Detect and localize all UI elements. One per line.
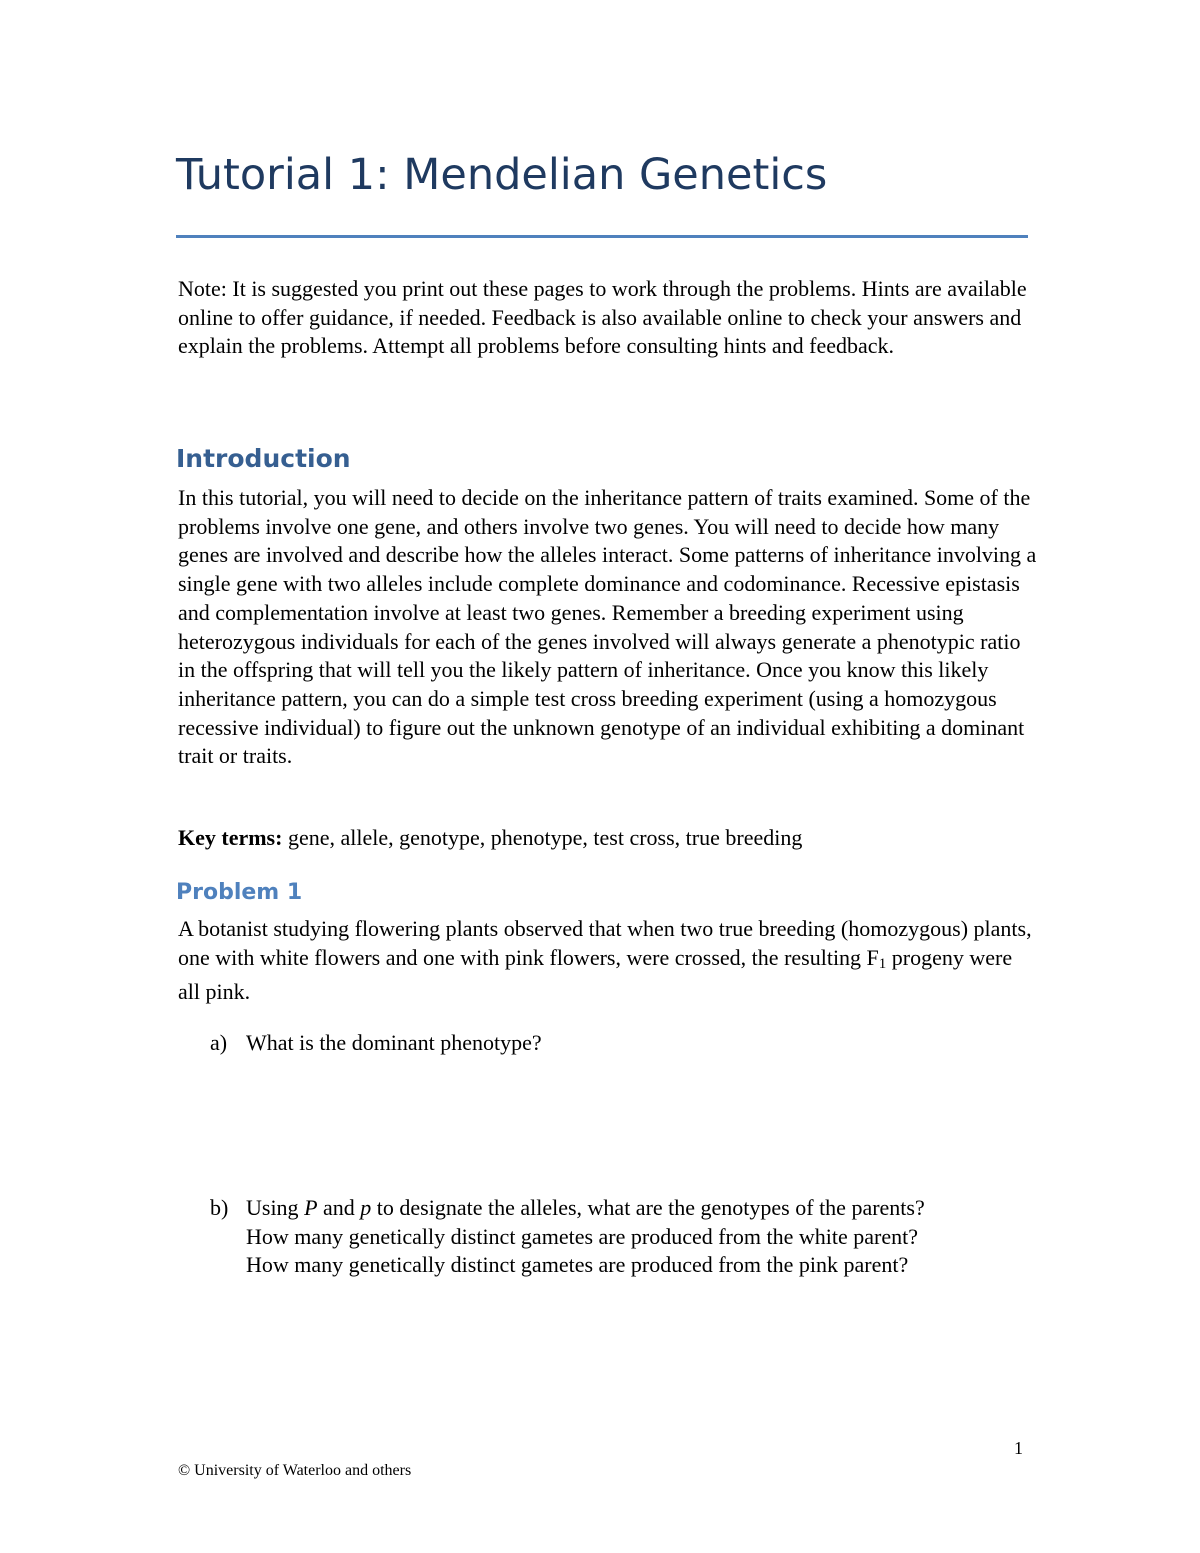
question-b-line-1 — [246, 1194, 1046, 1223]
problem-1-heading: Problem 1 — [176, 880, 303, 905]
f1-subscript: 1 — [878, 955, 887, 972]
question-b-body — [246, 1194, 1046, 1280]
key-terms-paragraph — [178, 824, 1038, 853]
question-b-text-3: to designate the alleles, what are the genotypes of the parents? — [371, 1195, 925, 1220]
page-number: 1 — [1014, 1438, 1023, 1458]
note-paragraph: Note: It is suggested you print out these pages to work through the problems. Hints are available online to offer guidance, if needed. Feedback is also available online to check your answers and explain the problems. Attempt all problems before consulting hints and feedback. — [178, 276, 1027, 359]
title-underline — [176, 235, 1028, 238]
page-title: Tutorial 1: Mendelian Genetics — [176, 150, 828, 200]
problem-1-text-start: A botanist studying flowering plants observed that when two true breeding (homozygous) plants, one with white flowers and one with pink flowers, were crossed, the resulting F — [178, 916, 1032, 970]
key-terms-list: gene, allele, genotype, phenotype, test cross, true breeding — [282, 825, 803, 850]
question-b-text-2: and — [317, 1195, 361, 1220]
key-terms-label: Key terms: — [178, 825, 283, 850]
problem-1-paragraph — [178, 915, 1038, 1007]
question-a-body — [246, 1029, 1046, 1058]
question-b-line-2: How many genetically distinct gametes are produced from the white parent? — [246, 1223, 918, 1249]
question-a-line: What is the dominant phenotype? — [246, 1030, 542, 1055]
introduction-paragraph: In this tutorial, you will need to decide on the inheritance pattern of traits examined. Some of the problems involve one gene, and others involve two genes. You will need to decide how many genes are involved and describe how the alleles interact. Some patterns of inheritance involving a single gene with two alleles include complete dominance and codominance. Recessive epistasis and complementation involve at least two genes. Remember a breeding experiment using heterozygous individuals for each of the genes involved will always generate a phenotypic ratio in the offspring that will tell you the likely pattern of inheritance. Once you know this likely inheritance pattern, you can do a simple test cross breeding experiment (using a homozygous recessive individual) to figure out the unknown genotype of an individual exhibiting a dominant trait or traits. — [178, 485, 1037, 769]
problem-1-text-end: progeny were all pink. — [178, 944, 1013, 1005]
question-b-line-3: How many genetically distinct gametes are produced from the pink parent? — [246, 1252, 909, 1278]
copyright-footer: © University of Waterloo and others — [178, 1462, 412, 1479]
introduction-heading: Introduction — [176, 444, 351, 473]
allele-upper: P — [304, 1195, 318, 1220]
question-a-marker: a) — [210, 1030, 228, 1055]
question-b-marker: b) — [210, 1195, 229, 1220]
allele-lower: p — [360, 1195, 372, 1220]
question-b-text-1: Using — [246, 1195, 305, 1220]
